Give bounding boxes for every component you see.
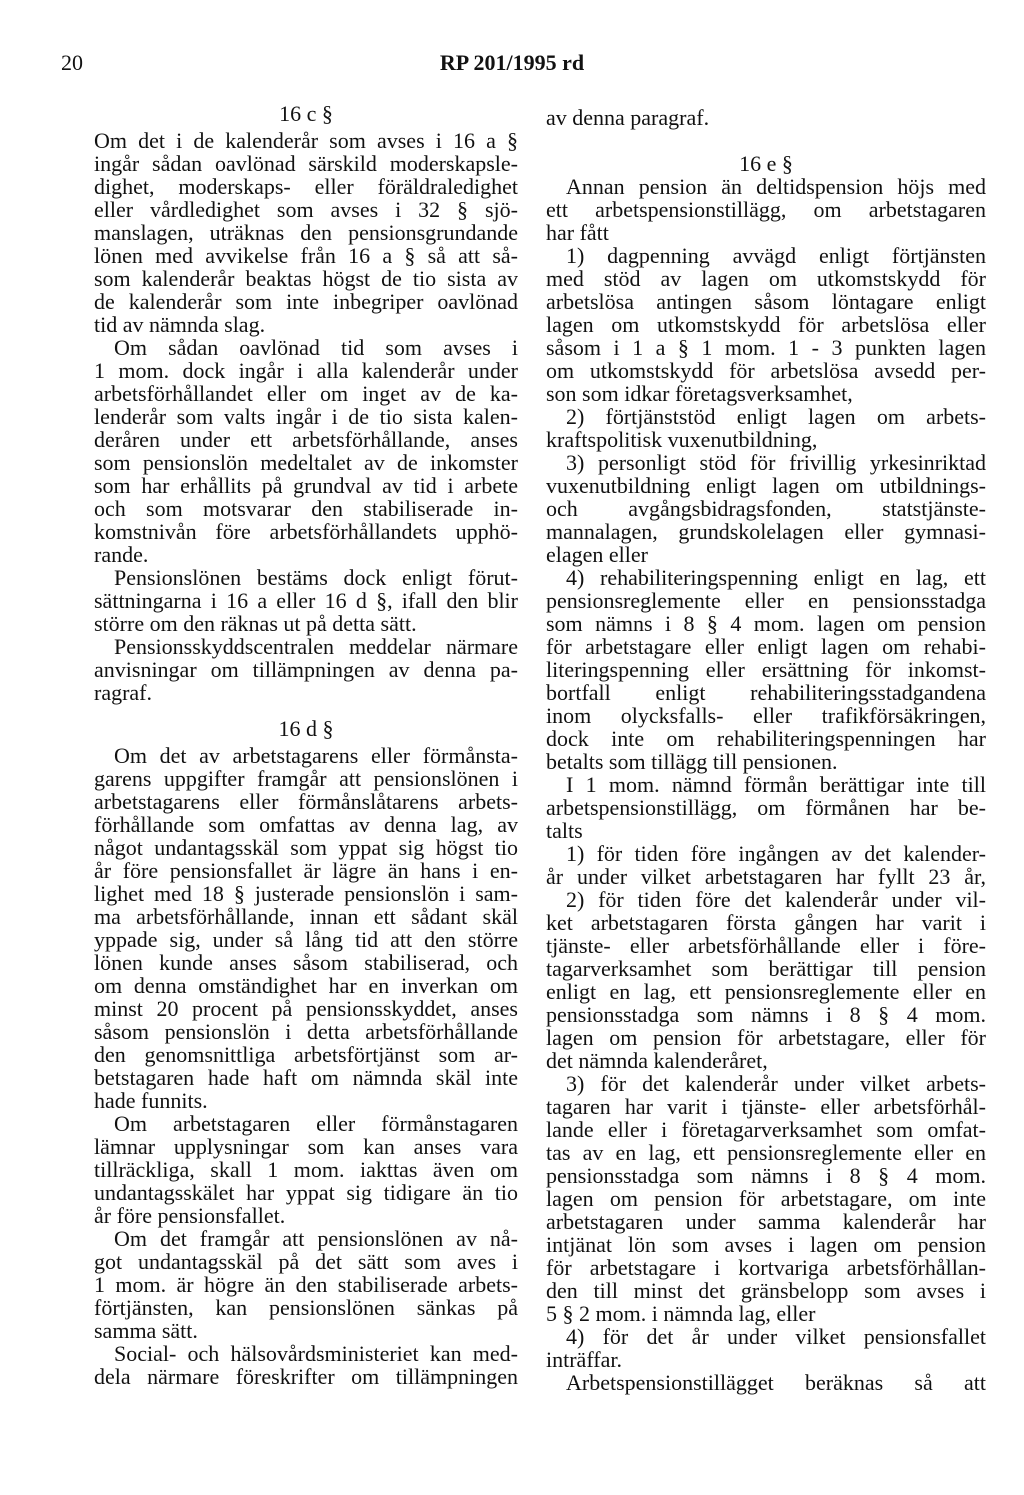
text-line: enligt en lag, ett pensionsreglemente eller en — [546, 979, 986, 1004]
text-line: inträffar. — [546, 1347, 622, 1372]
text-line: yppade sig, under så lång tid att den större — [94, 927, 518, 952]
text-line: samma sätt. — [94, 1318, 198, 1343]
text-line: ett arbetspensionstillägg, om arbetstagaren — [546, 197, 986, 222]
text-line: arbetspensionstillägg, om förmånen har be- — [546, 795, 986, 820]
text-line: 1 mom. dock ingår i alla kalenderår under — [94, 358, 518, 383]
text-line: större om den räknas ut på detta sätt. — [94, 611, 417, 636]
text-line: 2) förtjänststöd enligt lagen om arbets- — [566, 404, 986, 429]
text-line: inom olycksfalls- eller trafikförsäkringen, — [546, 703, 986, 728]
text-line: förtjänsten, kan pensionslönen sänkas på — [94, 1295, 518, 1320]
text-line: got undantagsskäl på det sätt som aves i — [94, 1249, 518, 1274]
text-line: intjänat lön som avses i lagen om pension — [546, 1232, 986, 1257]
text-line: den till minst det gränsbelopp som avses i — [546, 1278, 986, 1303]
text-line: något undantagsskäl som yppat sig högst tio — [94, 835, 518, 860]
text-line: talts — [546, 818, 583, 843]
text-line: betalts som tillägg till pensionen. — [546, 749, 838, 774]
document-reference: RP 201/1995 rd — [439, 50, 585, 75]
text-line: Social- och hälsovårdsministeriet kan med- — [114, 1341, 518, 1366]
text-line: om denna omständighet har en inverkan om — [94, 973, 518, 998]
text-line: tagaren har varit i tjänste- eller arbetsförhål- — [546, 1094, 986, 1119]
text-line: 1) dagpenning avvägd enligt förtjänsten — [566, 243, 986, 268]
section-heading-16d: 16 d § — [278, 716, 334, 741]
text-line: deråren under ett arbetsförhållande, anses — [94, 427, 518, 452]
text-line: kraftspolitisk vuxenutbildning, — [546, 427, 818, 452]
text-line: av denna paragraf. — [546, 105, 710, 130]
text-line: lönen med avvikelse från 16 a § så att så- — [94, 243, 518, 268]
text-line: tagarverksamhet som berättigar till pension — [546, 956, 986, 981]
text-line: arbetstagarens eller förmånslåtarens arbets- — [94, 789, 518, 814]
page-number: 20 — [61, 50, 83, 75]
text-line: såsom pensionslön i detta arbetsförhållande — [94, 1019, 518, 1044]
text-line: bortfall enligt rehabiliteringsstadgandena — [546, 680, 986, 705]
text-line: Pensionsskyddscentralen meddelar närmare — [114, 634, 518, 659]
text-line: minst 20 procent på pensionsskyddet, anses — [94, 996, 518, 1021]
text-line: och avgångsbidragsfonden, statstjänste- — [546, 496, 986, 521]
text-line: ingår sådan oavlönad särskild moderskapsle- — [94, 151, 518, 176]
text-line: pensionsreglemente eller en pensionsstadga — [546, 588, 986, 613]
text-line: de kalenderår som inte inbegriper oavlönad — [94, 289, 518, 314]
text-line: 1 mom. är högre än den stabiliserade arbets- — [94, 1272, 518, 1297]
text-line: Om det i de kalenderår som avses i 16 a § — [94, 128, 518, 153]
text-line: rande. — [94, 542, 149, 567]
text-line: som nämns i 8 § 4 mom. lagen om pension — [546, 611, 986, 636]
text-line: Pensionslönen bestäms dock enligt förut- — [114, 565, 518, 590]
text-line: år under vilket arbetstagaren har fyllt 23 år, — [546, 864, 986, 889]
text-line: år före pensionsfallet. — [94, 1203, 286, 1228]
text-line: Om det av arbetstagarens eller förmånsta- — [114, 743, 518, 768]
text-line: lande eller i företagarverksamhet som omfat- — [546, 1117, 986, 1142]
text-line: komstnivån före arbetsförhållandets upphö- — [94, 519, 518, 544]
text-line: lenderår som valts ingår i de tio sista kalen- — [94, 404, 518, 429]
text-line: vuxenutbildning enligt lagen om utbildnings- — [546, 473, 986, 498]
text-line: arbetsförhållandet eller om inget av de ka- — [94, 381, 518, 406]
text-line: 5 § 2 mom. i nämnda lag, eller — [546, 1301, 816, 1326]
text-line: förhållande som omfattas av denna lag, av — [94, 812, 518, 837]
text-line: år före pensionsfallet är lägre än hans i en- — [94, 858, 518, 883]
text-line: dock inte om rehabiliteringspenningen har — [546, 726, 986, 751]
text-line: arbetslösa antingen såsom löntagare enligt — [546, 289, 986, 314]
text-line: dela närmare föreskrifter om tillämpningen — [94, 1364, 518, 1389]
text-line: som har erhållits på grundval av tid i arbete — [94, 473, 518, 498]
text-line: undantagsskälet har yppat sig tidigare än tio — [94, 1180, 518, 1205]
text-line: tas av en lag, ett pensionsreglemente eller en — [546, 1140, 986, 1165]
text-line: lönen kunde anses såsom stabiliserad, och — [94, 950, 518, 975]
text-line: son som idkar företagsverksamhet, — [546, 381, 853, 406]
text-line: pensionsstadga som nämns i 8 § 4 mom. — [546, 1163, 986, 1188]
text-line: 3) personligt stöd för frivillig yrkesinriktad — [566, 450, 986, 475]
text-line: sättningarna i 16 a eller 16 d §, ifall den blir — [94, 588, 518, 613]
text-line: lämnar upplysningar som kan anses vara — [94, 1134, 518, 1159]
text-line: Annan pension än deltidspension höjs med — [566, 174, 986, 199]
text-line: elagen eller — [546, 542, 648, 567]
text-line: 2) för tiden före det kalenderår under vil- — [566, 887, 986, 912]
text-line: I 1 mom. nämnd förmån berättigar inte till — [566, 772, 986, 797]
text-line: 4) rehabiliteringspenning enligt en lag, ett — [566, 565, 986, 590]
text-line: tid av nämnda slag. — [94, 312, 266, 337]
text-line: 1) för tiden före ingången av det kalender- — [566, 841, 986, 866]
section-heading-16e: 16 e § — [739, 151, 793, 176]
text-line: som kalenderår beaktas högst de tio sista av — [94, 266, 518, 291]
text-line: såsom i 1 a § 1 mom. 1 - 3 punkten lagen — [546, 335, 986, 360]
text-line: Arbetspensionstillägget beräknas så att — [566, 1370, 986, 1395]
text-line: dighet, moderskaps- eller föräldraledighet — [94, 174, 518, 199]
text-line: hade funnits. — [94, 1088, 208, 1113]
text-line: eller vårdledighet som avses i 32 § sjö- — [94, 197, 518, 222]
text-line: lagen om utkomstskydd för arbetslösa eller — [546, 312, 986, 337]
text-line: Om det framgår att pensionslönen av nå- — [114, 1226, 518, 1251]
text-line: om utkomstskydd för arbetslösa avsedd per- — [546, 358, 986, 383]
section-heading-16c: 16 c § — [279, 101, 333, 126]
text-line: ragraf. — [94, 680, 153, 705]
text-line: ma arbetsförhållande, innan ett sådant skäl — [94, 904, 518, 929]
text-line: ket arbetstagaren första gången har varit i — [546, 910, 986, 935]
text-line: manslagen, uträknas den pensionsgrundande — [94, 220, 518, 245]
text-line: betstagaren hade haft om nämnda skäl inte — [94, 1065, 518, 1090]
text-line: garens uppgifter framgår att pensionslönen i — [94, 766, 518, 791]
text-line: för arbetstagare eller enligt lagen om rehabi- — [546, 634, 986, 659]
text-line: 3) för det kalenderår under vilket arbets- — [566, 1071, 986, 1096]
text-line: lagen om pension för arbetstagare, om inte — [546, 1186, 986, 1211]
text-line: Om sådan oavlönad tid som avses i — [114, 335, 518, 360]
text-line: lighet med 18 § justerade pensionslön i sam- — [94, 881, 518, 906]
text-line: med stöd av lagen om utkomstskydd för — [546, 266, 986, 291]
text-line: har fått — [546, 220, 609, 245]
text-line: som pensionslön medeltalet av de inkomster — [94, 450, 518, 475]
text-line: Om arbetstagaren eller förmånstagaren — [114, 1111, 518, 1136]
text-line: 4) för det år under vilket pensionsfallet — [566, 1324, 986, 1349]
text-line: pensionsstadga som nämns i 8 § 4 mom. — [546, 1002, 986, 1027]
page-header — [0, 50, 1024, 80]
text-line: literingspenning eller ersättning för inkomst- — [546, 657, 986, 682]
text-line: arbetstagaren under samma kalenderår har — [546, 1209, 986, 1234]
text-line: för arbetstagare i kortvariga arbetsförhållan- — [546, 1255, 986, 1280]
text-line: det nämnda kalenderåret, — [546, 1048, 768, 1073]
text-line: anvisningar om tillämpningen av denna pa- — [94, 657, 518, 682]
text-line: den genomsnittliga arbetsförtjänst som ar- — [94, 1042, 518, 1067]
text-line: mannalagen, grundskolelagen eller gymnasi- — [546, 519, 986, 544]
text-line: tillräckliga, skall 1 mom. iakttas även om — [94, 1157, 518, 1182]
text-line: tjänste- eller arbetsförhållande eller i före- — [546, 933, 986, 958]
text-line: lagen om pension för arbetstagare, eller för — [546, 1025, 986, 1050]
text-line: och som motsvarar den stabiliserade in- — [94, 496, 518, 521]
